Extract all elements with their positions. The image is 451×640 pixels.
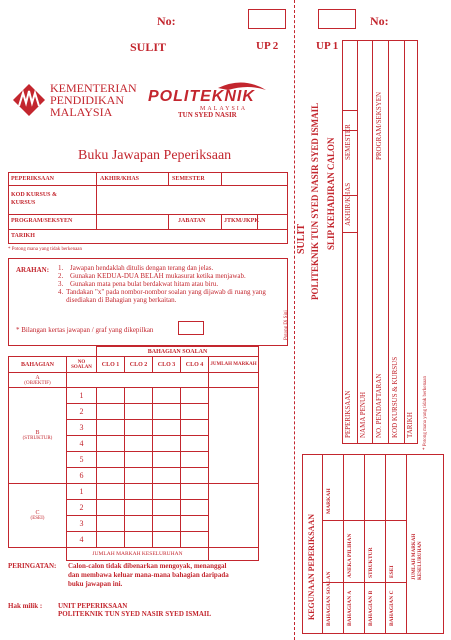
header-bahagian: BAHAGIAN xyxy=(9,357,67,373)
cell[interactable] xyxy=(153,500,181,516)
jtkm-label: JTKM/JKPK xyxy=(224,218,259,224)
cell[interactable] xyxy=(153,388,181,404)
cell[interactable] xyxy=(181,420,209,436)
arahan-label: ARAHAN: xyxy=(16,266,50,274)
header-clo1: CLO 1 xyxy=(97,357,125,373)
peperiksaan-label: PEPERIKSAAN xyxy=(11,176,55,182)
bilangan-note: * Bilangan kertas jawapan / graf yang dikepilkan xyxy=(16,326,154,334)
section-b-q5[interactable]: 5 xyxy=(67,452,97,468)
cell[interactable] xyxy=(125,500,153,516)
cut-line xyxy=(294,0,295,640)
cell[interactable] xyxy=(125,452,153,468)
slip-field-kod-kursus: KOD KURSUS & KURSUS xyxy=(391,356,399,438)
table-caption: BAHAGIAN SOALAN xyxy=(97,347,259,357)
cell[interactable] xyxy=(181,388,209,404)
number-box-left[interactable] xyxy=(248,9,286,29)
cell[interactable] xyxy=(181,484,209,500)
number-box-right[interactable] xyxy=(318,9,356,29)
cell[interactable] xyxy=(153,420,181,436)
section-b-markah[interactable] xyxy=(209,388,259,484)
section-c-q4[interactable]: 4 xyxy=(67,532,97,548)
section-b-q2[interactable]: 2 xyxy=(67,404,97,420)
section-c-q3[interactable]: 3 xyxy=(67,516,97,532)
cell[interactable] xyxy=(125,516,153,532)
cell[interactable] xyxy=(97,420,125,436)
slip-potong-note: * Potong mana yang tidak berkenaan xyxy=(423,375,428,450)
section-b-q3[interactable]: 3 xyxy=(67,420,97,436)
total-label: JUMLAH MARKAH KESELURUHAN xyxy=(67,548,209,561)
section-b-q1[interactable]: 1 xyxy=(67,388,97,404)
cell[interactable] xyxy=(153,484,181,500)
cell[interactable] xyxy=(153,516,181,532)
arahan-item: 1. Jawapan hendaklah ditulis dengan terang dan jelas. xyxy=(58,264,214,272)
hak-milik-1: UNIT PEPERIKSAAN xyxy=(58,602,128,610)
potong-di-sini: Potong Di Sini xyxy=(284,310,289,340)
section-c-q2[interactable]: 2 xyxy=(67,500,97,516)
kementerian-line-1: KEMENTERIAN xyxy=(50,81,137,95)
kegunaan-bahagian-b: BAHAGIAN B xyxy=(368,590,374,626)
tarikh-label: TARIKH xyxy=(11,233,35,239)
slip-field-nama: NAMA PENUH xyxy=(359,391,367,438)
cell[interactable] xyxy=(153,468,181,484)
kementerian-text xyxy=(50,82,137,118)
cell[interactable] xyxy=(125,468,153,484)
no-label: No: xyxy=(157,14,176,28)
section-b: B (STRUKTUR) xyxy=(9,388,67,484)
politeknik-wordmark: POLITEKNIK xyxy=(148,88,255,105)
kegunaan-aneka-pilihan: ANEKA PILIHAN xyxy=(347,533,353,578)
kegunaan-jumlah: JUMLAH MARKAH KESELURUHAN xyxy=(412,533,423,580)
cell[interactable] xyxy=(97,452,125,468)
potong-note: * Potong mana yang tidak berkenaan xyxy=(8,247,83,252)
header-clo4: CLO 4 xyxy=(181,357,209,373)
header-jumlah: JUMLAH MARKAH xyxy=(209,357,259,373)
kegunaan-header-markah: MARKAH xyxy=(326,488,332,514)
section-a: A (OBJEKTIF) xyxy=(9,373,67,388)
total-markah[interactable] xyxy=(209,548,259,561)
cell[interactable] xyxy=(181,516,209,532)
politeknik-sub: MALAYSIA xyxy=(200,106,248,112)
section-c-q1[interactable]: 1 xyxy=(67,484,97,500)
kementerian-line-3: MALAYSIA xyxy=(50,105,113,119)
section-a-markah[interactable] xyxy=(209,373,259,388)
up1-label: UP 1 xyxy=(316,40,339,52)
kursus-label: KURSUS xyxy=(11,200,36,206)
slip-title: SLIP KEHADIRAN CALON xyxy=(326,137,336,250)
cell[interactable] xyxy=(97,468,125,484)
slip-politeknik: POLITEKNIK TUN SYED NASIR SYED ISMAIL xyxy=(310,102,320,300)
akhir-khas-label: AKHIR/KHAS xyxy=(100,176,140,182)
bilangan-box[interactable] xyxy=(178,321,204,335)
cell[interactable] xyxy=(97,388,125,404)
cell[interactable] xyxy=(153,452,181,468)
cell[interactable] xyxy=(153,404,181,420)
arahan-item: 2. Gunakan KEDUA-DUA BELAH mukasurat ketika menjawab. xyxy=(58,272,246,280)
cell[interactable] xyxy=(125,404,153,420)
cell[interactable] xyxy=(181,468,209,484)
peringatan-label: PERINGATAN: xyxy=(8,562,57,570)
slip-semester: SEMESTER xyxy=(344,124,352,160)
sulit-label: SULIT xyxy=(130,40,167,54)
cell[interactable] xyxy=(125,388,153,404)
kegunaan-header-bahagian: BAHAGIAN SOALAN xyxy=(326,571,332,626)
kod-kursus-label: KOD KURSUS & xyxy=(11,192,58,198)
section-c: C (ESEI) xyxy=(9,484,67,548)
up2-label: UP 2 xyxy=(256,40,279,52)
kegunaan-title: KEGUNAAN PEPERIKSAAN xyxy=(307,513,316,620)
cell[interactable] xyxy=(125,436,153,452)
slip-sulit: SULIT xyxy=(296,223,307,254)
semester-label: SEMESTER xyxy=(172,176,205,182)
section-b-q6[interactable]: 6 xyxy=(67,468,97,484)
slip-field-tarikh: TARIKH xyxy=(406,412,414,438)
info-grid xyxy=(8,172,288,244)
cell[interactable] xyxy=(153,532,181,548)
slip-field-no-pendaftaran: NO. PENDAFTARAN xyxy=(375,373,383,438)
cell[interactable] xyxy=(97,436,125,452)
kegunaan-bahagian-a: BAHAGIAN A xyxy=(347,590,353,626)
cell[interactable] xyxy=(181,452,209,468)
kementerian-line-2: PENDIDIKAN xyxy=(50,93,124,107)
arahan-list xyxy=(58,264,278,304)
kementerian-logo xyxy=(12,83,46,117)
kegunaan-esei: ESEI xyxy=(389,565,395,578)
cell[interactable] xyxy=(153,436,181,452)
arahan-item: 3. Gunakan mata pena bulat berdakwat hitam atau biru. xyxy=(58,280,219,288)
cell[interactable] xyxy=(181,500,209,516)
cell[interactable] xyxy=(97,484,125,500)
program-label: PROGRAM/SEKSYEN xyxy=(11,218,73,224)
cell[interactable] xyxy=(97,500,125,516)
cell[interactable] xyxy=(125,420,153,436)
header-clo2: CLO 2 xyxy=(125,357,153,373)
cell[interactable] xyxy=(97,516,125,532)
section-a-cell[interactable] xyxy=(67,373,209,388)
peringatan-text: Calon-calon tidak dibenarkan mengoyak, menanggal dan membawa keluar mana-mana bahagian daripada buku jawapan ini. xyxy=(68,562,229,588)
cell[interactable] xyxy=(181,436,209,452)
header-clo3: CLO 3 xyxy=(153,357,181,373)
hak-milik-2: POLITEKNIK TUN SYED NASIR SYED ISMAIL xyxy=(58,610,212,618)
cell[interactable] xyxy=(181,404,209,420)
cell[interactable] xyxy=(97,404,125,420)
cell[interactable] xyxy=(125,484,153,500)
kegunaan-struktur: STRUKTUR xyxy=(368,547,374,578)
slip-akhir-khas: AKHIR/KHAS xyxy=(344,182,352,226)
kegunaan-bahagian-c: BAHAGIAN C xyxy=(389,590,395,626)
section-c-markah[interactable] xyxy=(209,484,259,548)
cell[interactable] xyxy=(97,532,125,548)
cell[interactable] xyxy=(125,532,153,548)
no-label-right: No: xyxy=(370,14,389,28)
jabatan-label: JABATAN xyxy=(178,218,206,224)
cell[interactable] xyxy=(181,532,209,548)
slip-program: PROGRAM/SEKSYEN xyxy=(375,91,383,160)
slip-field-peperiksaan: PEPERIKSAAN xyxy=(344,390,352,438)
campus-name: TUN SYED NASIR xyxy=(178,111,237,119)
hak-milik-label: Hak milik : xyxy=(8,602,43,610)
section-b-q4[interactable]: 4 xyxy=(67,436,97,452)
bahagian-table xyxy=(8,346,258,561)
page-title: Buku Jawapan Peperiksaan xyxy=(78,148,232,163)
arahan-item: 4. Tandakan "x" pada nombor-nombor soalan yang dijawab di ruang yang disediakan di Bahagian yang berkaitan. xyxy=(58,288,266,304)
header-no-soalan: NO SOALAN xyxy=(67,357,97,373)
